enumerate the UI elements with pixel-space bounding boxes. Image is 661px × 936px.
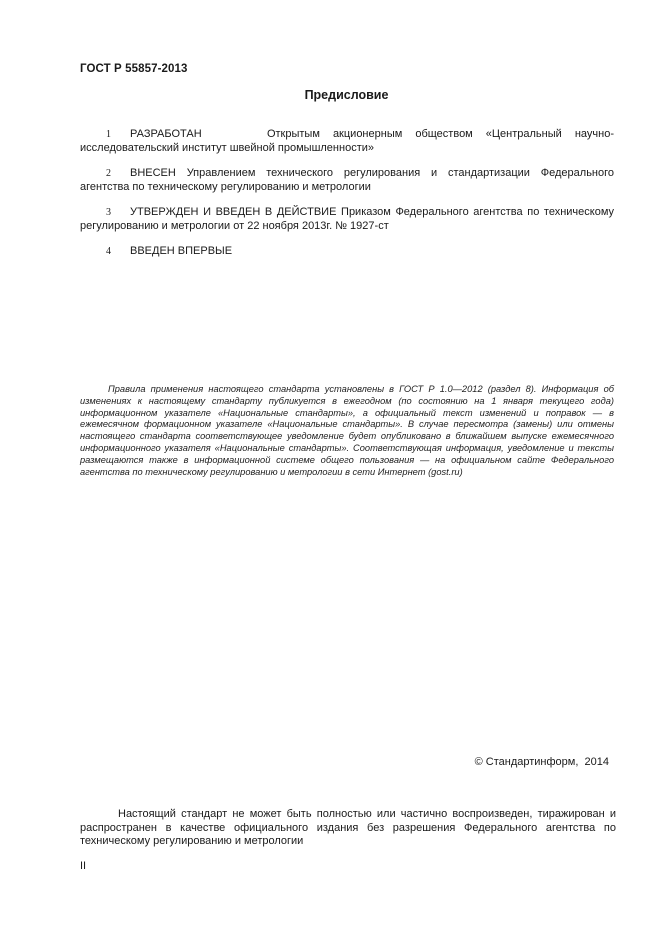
- item-text: Управлением технического регулирования и стандартизации Федерального агентства по техническому регулированию и метрологии: [80, 167, 615, 193]
- item-label: РАЗРАБОТАН: [130, 128, 202, 140]
- preface-item-3: [80, 206, 614, 233]
- copyright-icon: ©: [474, 756, 483, 768]
- copyright-text: Стандартинформ, 2014: [485, 756, 609, 768]
- preface-item-1: [80, 128, 614, 155]
- item-label: ВВЕДЕН ВПЕРВЫЕ: [130, 245, 233, 257]
- reproduction-notice: Настоящий стандарт не может быть полностью или частично воспроизведен, тиражирован и распространен в качестве официального издания без разрешения Федерального агентства по техническому регулированию и метрологии: [80, 808, 616, 847]
- document-code: ГОСТ Р 55857-2013: [80, 63, 188, 75]
- item-text: Приказом Федерального агентства по техническому регулированию и метрологии от 22 ноября 2013г. № 1927-ст: [80, 206, 615, 232]
- preface-item-4: [80, 245, 614, 259]
- item-label: ВНЕСЕН: [130, 167, 176, 179]
- standards-application-note: Правила применения настоящего стандарта установлены в ГОСТ Р 1.0—2012 (раздел 8). Информация об изменениях к настоящему стандарту публикуется в ежегодном (по состоянию на 1 января текущего года) информационном указателе «Национальные стандарты», а официальный текст изменений и поправок — в ежемесячном формационном указателе «Национальные стандарты». В случае пересмотра (замены) или отмены настоящего стандарта соответствующее уведомление будет опубликовано в ближайшем выпуске ежемесячного информационного указателя «Национальные стандарты». Соответствующая информация, уведомление и тексты размещаются также в информационной системе общего пользования — на официальном сайте Федерального агентства по техническому регулированию и метрологии в сети Интернет (gost.ru): [80, 384, 614, 477]
- preface-item-2: [80, 167, 614, 194]
- item-text: Открытым акционерным обществом «Центральный научно-исследовательский институт швейной промышленности»: [80, 128, 614, 154]
- preface-items-list: [80, 128, 614, 271]
- copyright-line: [475, 756, 609, 768]
- item-number: 1: [106, 129, 111, 140]
- page-title: Предисловие: [304, 88, 389, 102]
- item-number: 4: [106, 246, 111, 257]
- page-number: II: [80, 860, 87, 872]
- item-number: 3: [106, 207, 111, 218]
- item-number: 2: [106, 168, 111, 179]
- item-label: УТВЕРЖДЕН И ВВЕДЕН В ДЕЙСТВИЕ: [130, 206, 337, 218]
